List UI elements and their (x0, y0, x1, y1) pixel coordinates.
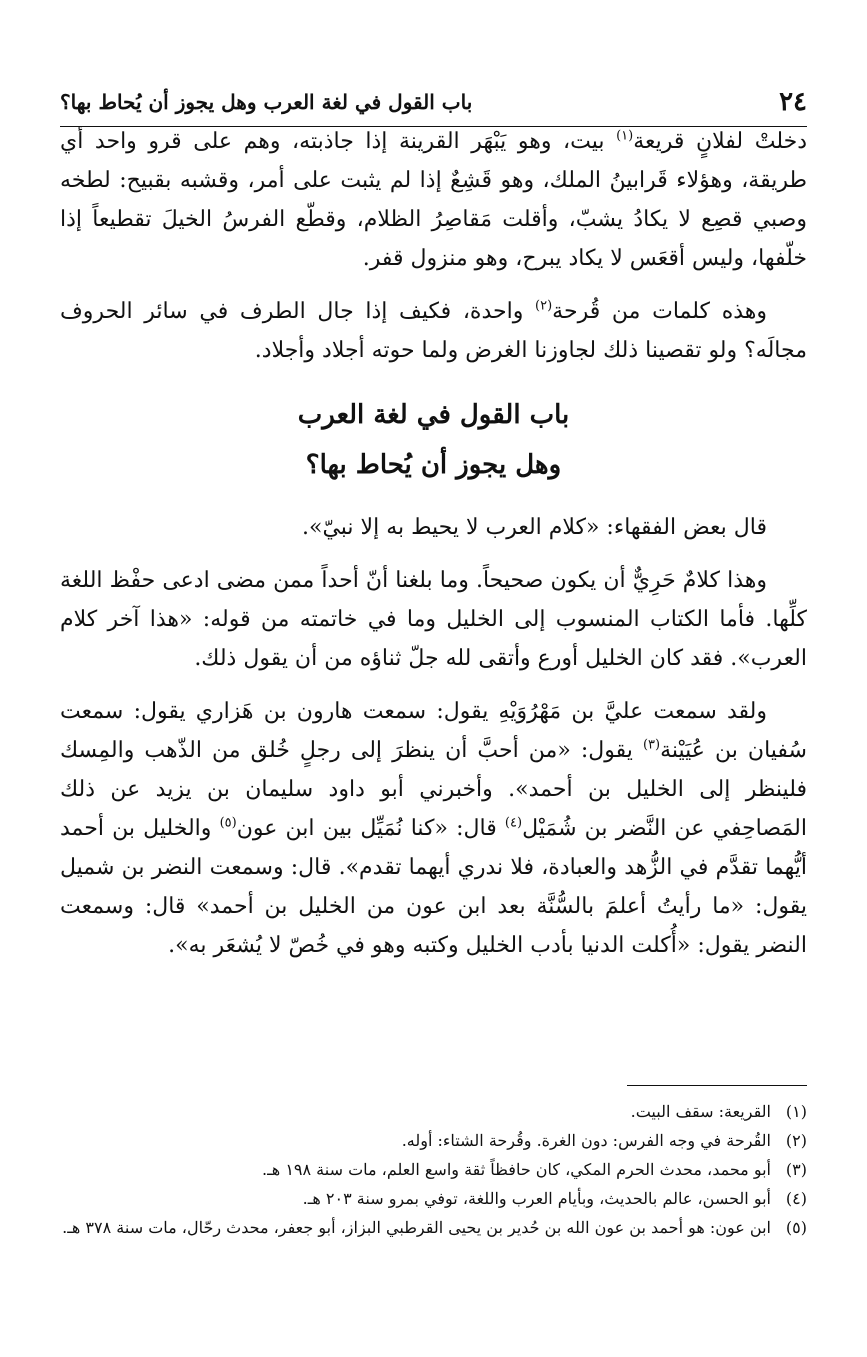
footnote-5 (60, 1216, 807, 1240)
section-heading-line-1: باب القول في لغة العرب (297, 400, 570, 430)
paragraph-3: قال بعض الفقهاء: «كلام العرب لا يحيط به إلا نبيّ». (302, 515, 767, 540)
footnote-ref-5: (٥) (219, 815, 237, 831)
footnote-2 (60, 1129, 807, 1153)
footnote-number: (٤) (785, 1189, 807, 1208)
section-heading-line-2: وهل يجوز أن يُحاط بها؟ (305, 450, 562, 480)
footnote-text: القريعة: سقف البيت. (630, 1102, 771, 1121)
footnote-ref-2: (٢) (535, 298, 553, 314)
paragraph-5: ولقد سمعت عليَّ بن مَهْرُوَيْهِ يقول: سمعت هارون بن هَزاري يقول: سمعت سُفيان بن عُيَيْنة$^{(٣)}$ يقول: «من أحبَّ أن ينظرَ إلى رجلٍ خُلق من الذّهب والمِسك فلينظر إلى الخليل بن أحمد». وأخبرني أبو داود سليمان بن يزيد عن ذلك المَصاحِفي عن النَّضر بن شُمَيْل$^{(٤)}$ قال: «كنا نُمَيِّل بين ابن عون$^{(٥)}$ والخليل بن أحمد أيُّهما تقدَّم في الزُّهد والعبادة، فلا ندري أيهما تقدم». قال: وسمعت النضر بن شميل يقول: «ما رأيتُ أعلمَ بالسُّنَّة بعد ابن عون من الخليل بن أحمد» قال: وسمعت النضر يقول: «أُكلت الدنيا بأدب الخليل وكتبه وهو في خُصّ لا يُشعَر به». (60, 699, 807, 958)
footnote-ref-3: (٣) (642, 737, 661, 753)
paragraph-1: دخلتْ لفلانٍ قريعة$^{(١)}$ بيت، وهو يَبْهَر القرينة إذا جاذبته، وهم على قرو واحد أي طريقة، وهؤلاء قَرابينُ الملك، وهو قَشِعٌ إذا لم يثبت على أمر، وقشبه بقبيح: لطخه وصبي قصِع لا يكادُ يشبّ، وأقلت مَقاصِرُ الظلام، وقطّع الفرسُ الخيلَ تقطيعاً إذا خلّفها، وليس أقعَس لا يكاد يبرح، وهو منزول قفر. (60, 128, 807, 271)
footnote-3 (60, 1158, 807, 1182)
paragraph-2: وهذه كلمات من قُرحة$^{(٢)}$ واحدة، فكيف إذا جال الطرف في سائر الحروف مجالَه؟ ولو تقصينا ذلك لجاوزنا الغرض ولما حوته أجلاد وأجلاد. (60, 298, 807, 363)
page-number: ٢٤ (779, 87, 807, 117)
footnote-ref-4: (٤) (504, 815, 523, 831)
footnote-number: (١) (785, 1102, 807, 1121)
footnotes (60, 1100, 807, 1245)
footnote-text: أبو محمد، محدث الحرم المكي، كان حافظاً ثقة واسع العلم، مات سنة ١٩٨ هـ. (262, 1160, 771, 1179)
footnote-text: القُرحة في وجه الفرس: دون الغرة. وقُرحة الشتاء: أوله. (401, 1131, 771, 1150)
footnote-text: أبو الحسن، عالم بالحديث، وبأيام العرب واللغة، توفي بمرو سنة ٢٠٣ هـ. (302, 1189, 771, 1208)
running-header-title: باب القول في لغة العرب وهل يجوز أن يُحاط بها؟ (60, 90, 473, 114)
footnote-4 (60, 1187, 807, 1211)
page-body (60, 122, 807, 979)
footnote-ref-1: (١) (616, 128, 634, 144)
section-heading (60, 390, 807, 490)
footnote-number: (٢) (785, 1131, 807, 1150)
footnote-number: (٣) (785, 1160, 807, 1179)
footnote-divider (627, 1085, 807, 1086)
running-header (60, 82, 807, 127)
paragraph-4: وهذا كلامٌ حَرِيٌّ أن يكون صحيحاً. وما بلغنا أنّ أحداً ممن مضى ادعى حفْظ اللغة كلِّها. فأما الكتاب المنسوب إلى الخليل وما في خاتمته من قوله: «هذا آخر كلام العرب». فقد كان الخليل أورع وأتقى لله جلّ ثناؤه من أن يقول ذلك. (60, 568, 807, 671)
footnote-1 (60, 1100, 807, 1124)
footnote-text: ابن عون: هو أحمد بن عون الله بن حُدير بن يحيى القرطبي البزاز، أبو جعفر، محدث رحّال، مات سنة ٣٧٨ هـ. (62, 1218, 771, 1237)
footnote-number: (٥) (785, 1218, 807, 1237)
